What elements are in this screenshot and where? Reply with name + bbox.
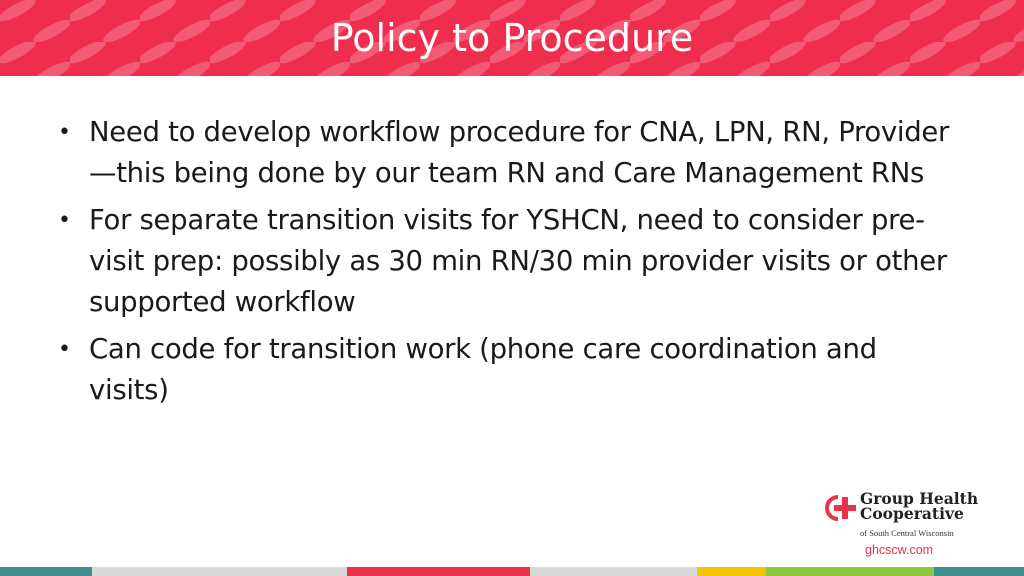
slide-title: Policy to Procedure bbox=[330, 16, 694, 60]
bullet-text: For separate transition visits for YSHCN, need to consider pre-visit prep: possibly as 30 min RN/30 min provider visits or other supported workflow bbox=[89, 204, 947, 318]
footer-segment bbox=[697, 567, 766, 576]
footer-color-bar bbox=[0, 567, 1024, 576]
title-banner bbox=[0, 0, 1024, 76]
bullet-marker: • bbox=[58, 337, 71, 362]
bullet-marker: • bbox=[58, 208, 71, 233]
footer-segment bbox=[92, 567, 347, 576]
bullet-list bbox=[58, 112, 958, 417]
footer-segment bbox=[530, 567, 697, 576]
logo-name-line1: Group Health bbox=[860, 489, 979, 508]
footer-segment bbox=[766, 567, 934, 576]
footer-segment bbox=[0, 567, 92, 576]
bullet-text: Can code for transition work (phone care coordination and visits) bbox=[89, 333, 877, 406]
footer-segment bbox=[347, 567, 530, 576]
logo-tagline: of South Central Wisconsin bbox=[860, 528, 954, 538]
logo-name-line2: Cooperative bbox=[860, 504, 964, 523]
bullet-item bbox=[58, 200, 958, 323]
bullet-marker: • bbox=[58, 120, 71, 145]
bullet-item bbox=[58, 112, 958, 194]
logo-name bbox=[860, 491, 978, 521]
cross-logo-icon bbox=[816, 493, 858, 523]
bullet-item bbox=[58, 329, 958, 411]
organization-logo bbox=[816, 491, 1012, 561]
bullet-text: Need to develop workflow procedure for CNA, LPN, RN, Provider—this being done by our team RN and Care Management RNs bbox=[89, 116, 950, 189]
website-link[interactable]: ghcscw.com bbox=[865, 543, 934, 557]
footer-segment bbox=[934, 567, 1024, 576]
